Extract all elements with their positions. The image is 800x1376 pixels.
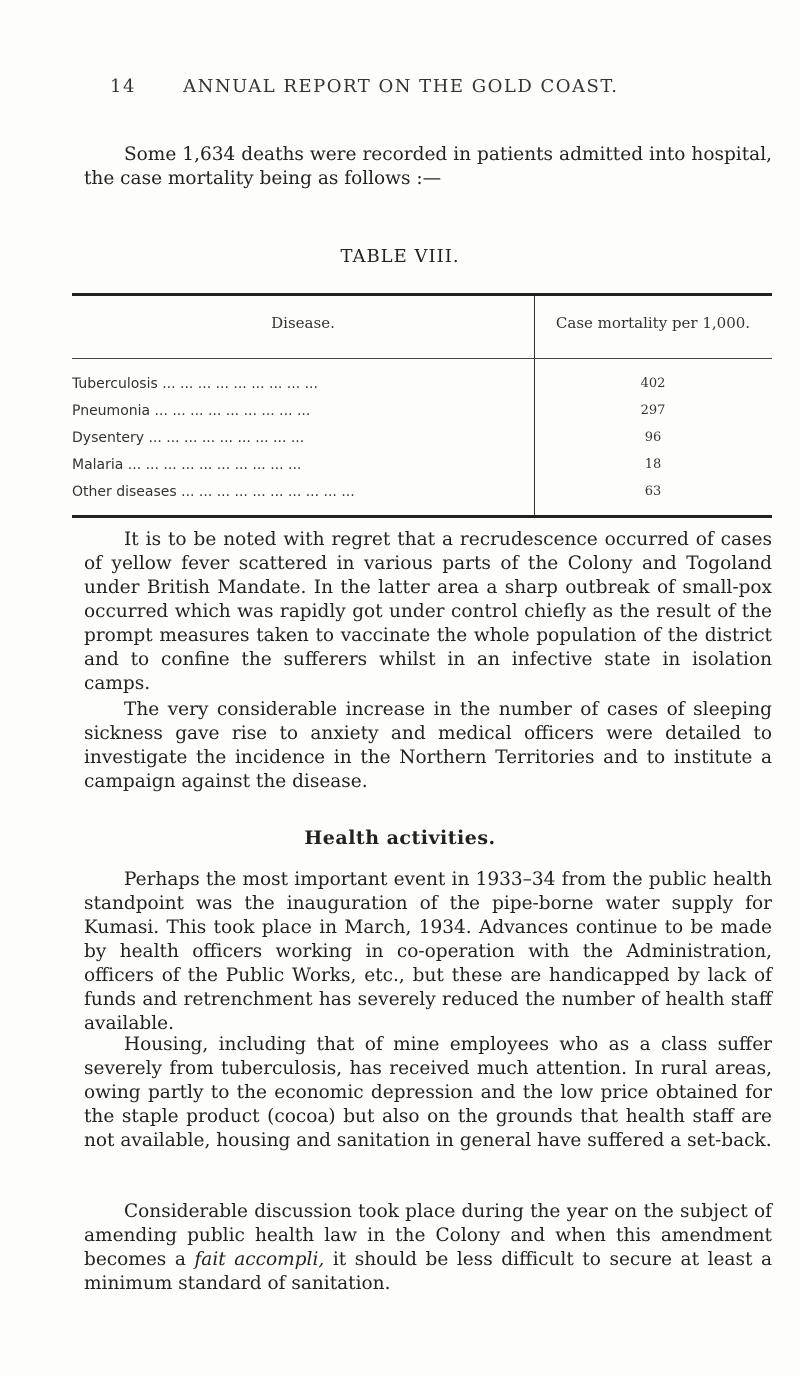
table-row [72, 376, 772, 398]
page-header [110, 76, 618, 97]
mortality-value: 402 [640, 376, 666, 391]
mortality-value: 297 [640, 403, 666, 418]
disease-name: Malaria ... ... ... ... ... ... ... ... ... ... [72, 457, 302, 473]
page-number: 14 [110, 76, 136, 97]
disease-name: Other diseases ... ... ... ... ... ... ... ... ... ... [72, 484, 355, 500]
mortality-value: 18 [644, 457, 662, 472]
housing-paragraph: Housing, including that of mine employees who as a class suffer severely from tuberculosis, has received much attention. In rural areas, owing partly to the economic depression and the low price obtained for the staple product (cocoa) but also on the grounds that health staff are not available, housing and sanitation in general have suffered a set-back. [84, 1034, 772, 1151]
section-heading: Health activities. [304, 827, 496, 849]
disease-name: Pneumonia ... ... ... ... ... ... ... ... ... [72, 403, 311, 419]
table-row [72, 484, 772, 506]
table-row [72, 457, 772, 479]
header-rule [72, 358, 772, 359]
table-title: TABLE VIII. [340, 246, 460, 267]
intro-paragraph: Some 1,634 deaths were recorded in patients admitted into hospital, the case mortality being as follows :— [84, 144, 772, 189]
mortality-value: 63 [644, 484, 662, 499]
header-disease: Disease. [271, 314, 335, 332]
table-row [72, 403, 772, 425]
public-health-paragraph: Perhaps the most important event in 1933–34 from the public health standpoint was the inauguration of the pipe-borne water supply for Kumasi. This took place in March, 1934. Advances continue to be made by health officers working in co-operation with the Administration, officers of the Public Works, etc., but these are handicapped by lack of funds and retrenchment has severely reduced the number of health staff available. [84, 869, 772, 1034]
yellow-fever-paragraph: It is to be noted with regret that a recrudescence occurred of cases of yellow fever scattered in various parts of the Colony and Togoland under British Mandate. In the latter area a sharp outbreak of small-pox occurred which was rapidly got under control chiefly as the result of the prompt measures taken to vaccinate the whole population of the district and to confine the sufferers whilst in an infective state in isolation camps. [84, 529, 772, 694]
sleeping-sickness-paragraph: The very considerable increase in the number of cases of sleeping sickness gave rise to anxiety and medical officers were detailed to investigate the incidence in the Northern Territories and to institute a campaign against the disease. [84, 699, 772, 792]
table-row [72, 430, 772, 452]
italic-phrase: fait accompli, [194, 1249, 325, 1270]
mortality-value: 96 [644, 430, 662, 445]
public-health-law-paragraph: Considerable discussion took place during the year on the subject of amending public health law in the Colony and when this amendment becomes a fait accompli, it should be less difficult to secure at least a minimum standard of sanitation. [84, 1201, 772, 1294]
running-title: ANNUAL REPORT ON THE GOLD COAST. [183, 76, 619, 97]
disease-name: Tuberculosis ... ... ... ... ... ... ... ... ... [72, 376, 318, 392]
header-mortality: Case mortality per 1,000. [555, 314, 751, 332]
disease-name: Dysentery ... ... ... ... ... ... ... ... ... [72, 430, 305, 446]
mortality-table [72, 293, 772, 518]
